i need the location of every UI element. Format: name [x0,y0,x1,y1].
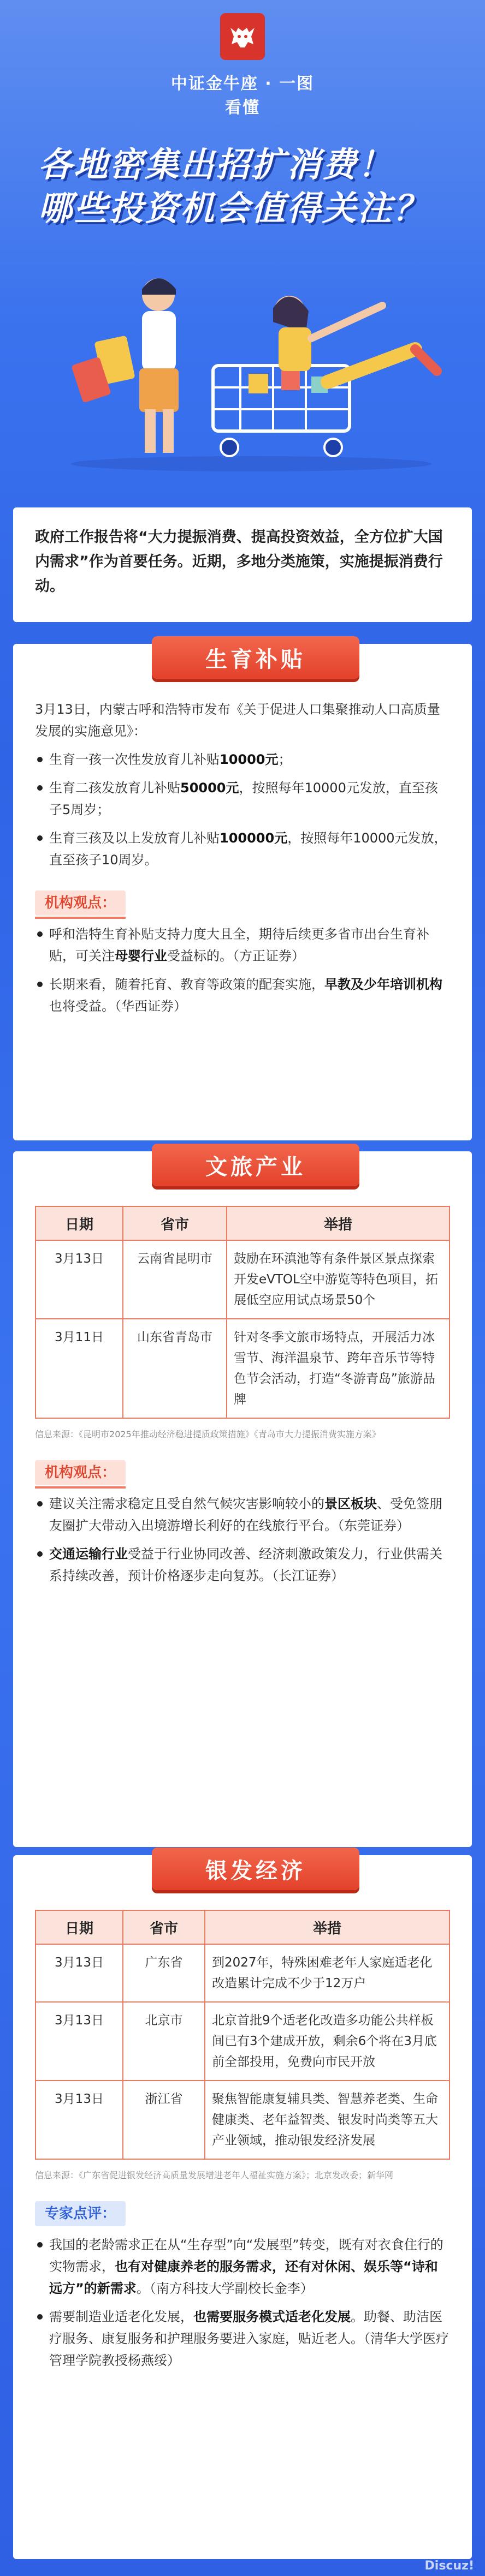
shopping-illustration-icon [33,256,470,475]
hero-title-line1: 各地密集出招扩消费！ [38,145,394,184]
brand-name: 中证金牛座 · 一图看懂 [170,74,315,117]
section-silver-economy [13,1855,472,2559]
section-body [35,1910,450,2371]
list-item: 生育二孩发放育儿补贴50000元，按照每年10000元发放，直至孩子5周岁； [35,777,450,821]
institution-views-label: 机构观点： [35,890,126,916]
measures-table [35,1206,450,1419]
cell-city: 山东省青岛市 [123,1319,227,1418]
header-measure: 举措 [227,1206,449,1240]
header-date: 日期 [36,1910,123,1944]
section-culture-tourism [13,1151,472,1847]
list-item: 生育三孩及以上发放育儿补贴100000元，按照每年10000元发放，直至孩子10周岁。 [35,827,450,871]
table-row [36,2081,449,2159]
institution-views-label: 机构观点： [35,1460,126,1485]
bull-logo-icon [220,13,265,60]
section-birth-subsidy [13,644,472,1140]
hero-title-line2: 哪些投资机会值得关注？ [38,188,429,228]
header-date: 日期 [36,1206,123,1240]
cell-city: 云南省昆明市 [123,1240,227,1319]
measures-table [35,1910,450,2160]
cell-measure: 到2027年，特殊困难老年人家庭适老化改造累计完成不少于12万户 [205,1944,449,2002]
cell-city: 浙江省 [123,2081,205,2159]
expert-comment-label: 专家点评： [35,2201,126,2226]
views-list [35,1493,450,1587]
table-row [36,2002,449,2081]
table-header-row [36,1910,449,1944]
cell-date: 3月13日 [36,1944,123,2002]
section-title-banner: 银发经济 [152,1848,359,1890]
section-title-banner: 文旅产业 [152,1144,359,1186]
table-row [36,1944,449,2002]
list-item: 建议关注需求稳定且受自然气候灾害影响较小的景区板块、受免签朋友圈扩大带动入出境游增长利好的在线旅行平台。（东莞证券） [35,1493,450,1537]
source-note: 信息来源：《广东省促进银发经济高质量发展增进老年人福祉实施方案》；北京发改委；新华网 [35,2170,394,2180]
cell-date: 3月11日 [36,1319,123,1418]
section-body [35,698,450,1017]
subsidy-list [35,749,450,871]
header-measure: 举措 [205,1910,449,1944]
header-city: 省市 [123,1910,205,1944]
section-body [35,1206,450,1587]
cell-date: 3月13日 [36,2081,123,2159]
table-row [36,1319,449,1418]
list-item: 交通运输行业受益于行业协同改善、经济刺激政策发力，行业供需关系持续改善，预计价格逐步走向复苏。（长江证券） [35,1543,450,1587]
table-header-row [36,1206,449,1240]
intro-text: 政府工作报告将“大力提振消费、提高投资效益，全方位扩大国内需求”作为首要任务。近期，多地分类施策，实施提振消费行动。 [35,529,443,595]
watermark: Discuz! [424,2559,474,2573]
cell-city: 北京市 [123,2002,205,2081]
list-item: 生育一孩一次性发放育儿补贴10000元； [35,749,450,770]
list-item: 需要制造业适老化发展，也需要服务模式适老化发展。助餐、助洁医疗服务、康复服务和护理服务要进入家庭，贴近老人。（清华大学医疗管理学院教授杨燕绥） [35,2306,450,2371]
source-note: 信息来源：《昆明市2025年推动经济稳进提质政策措施》《青岛市大力提振消费实施方案》 [35,1429,381,1439]
cell-city: 广东省 [123,1944,205,2002]
list-item: 长期来看，随着托育、教育等政策的配套实施，早教及少年培训机构也将受益。（华西证券） [35,973,450,1017]
table-row [36,1240,449,1319]
list-item: 我国的老龄需求正在从“生存型”向“发展型”转变，既有对衣食住行的实物需求，也有对健康养老的服务需求，还有对休闲、娱乐等“诗和远方”的新需求。（南方科技大学副校长金李） [35,2234,450,2299]
hero-header [0,0,485,475]
expert-list [35,2234,450,2371]
cell-measure: 聚焦智能康复辅具类、智慧养老类、生命健康类、老年益智类、银发时尚类等五大产业领域，推动银发经济发展 [205,2081,449,2159]
intro-card [13,507,472,622]
cell-measure: 北京首批9个适老化改造多功能公共样板间已有3个建成开放，剩余6个将在3月底前全部投用，免费向市民开放 [205,2002,449,2081]
views-list [35,923,450,1017]
header-city: 省市 [123,1206,227,1240]
cell-date: 3月13日 [36,1240,123,1319]
section-title-banner: 生育补贴 [152,636,359,679]
cell-measure: 针对冬季文旅市场特点，开展活力冰雪节、海洋温泉节、跨年音乐节等特色节会活动，打造“冬游青岛”旅游品牌 [227,1319,449,1418]
cell-date: 3月13日 [36,2002,123,2081]
cell-measure: 鼓励在环滇池等有条件景区景点探索开发eVTOL空中游览等特色项目，拓展低空应用试点场景50个 [227,1240,449,1319]
list-item: 呼和浩特生育补贴支持力度大且全，期待后续更多省市出台生育补贴，可关注母婴行业受益标的。（方正证券） [35,923,450,967]
section-lead: 3月13日，内蒙古呼和浩特市发布《关于促进人口集聚推动人口高质量发展的实施意见》： [35,702,440,739]
